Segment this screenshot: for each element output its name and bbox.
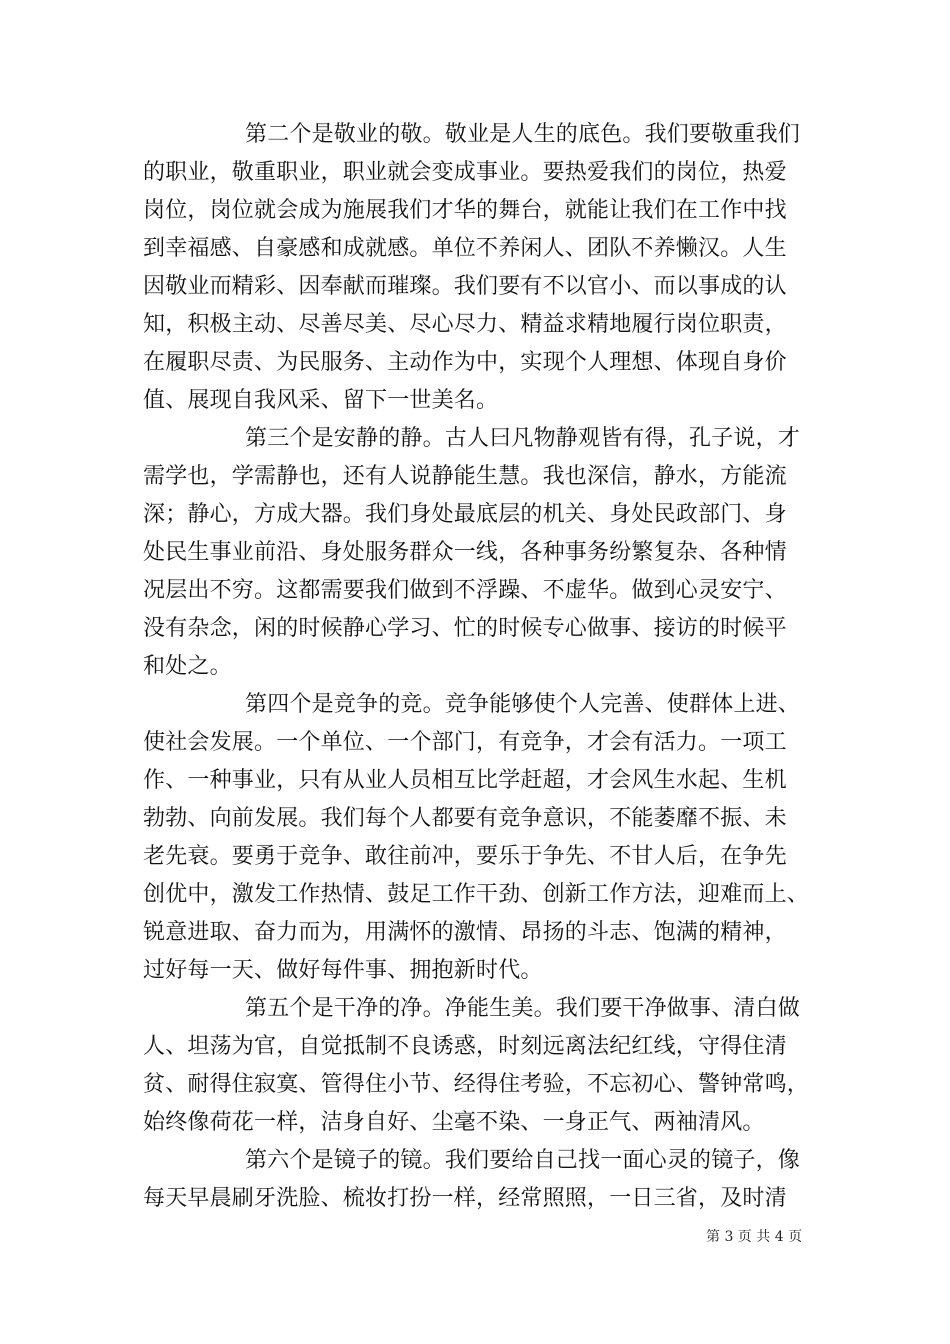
- paragraph-line: 创优中，激发工作热情、鼓足工作干劲、创新工作方法，迎难而上、: [143, 882, 810, 907]
- paragraph-line: 作、一种事业，只有从业人员相互比学赶超，才会风生水起、生机: [143, 768, 787, 793]
- paragraph-line: 岗位，岗位就会成为施展我们才华的舞台，就能让我们在工作中找: [143, 198, 787, 223]
- paragraph-line: 第五个是干净的净。净能生美。我们要干净做事、清白做: [245, 996, 801, 1021]
- paragraph-line: 第三个是安静的静。古人曰凡物静观皆有得，孔子说，才: [245, 426, 801, 451]
- paragraph-line: 值、展现自我风采、留下一世美名。: [143, 388, 499, 413]
- paragraph-line: 使社会发展。一个单位、一个部门，有竞争，才会有活力。一项工: [143, 730, 787, 755]
- paragraph-line: 处民生事业前沿、身处服务群众一线，各种事务纷繁复杂、各种情: [143, 540, 787, 565]
- paragraph-line: 因敬业而精彩、因奉献而璀璨。我们要有不以官小、而以事成的认: [143, 274, 787, 299]
- paragraph-line: 过好每一天、做好每件事、拥抱新时代。: [143, 958, 543, 983]
- page-number-footer: 第 3 页 共 4 页: [706, 1229, 803, 1245]
- paragraph-line: 到幸福感、自豪感和成就感。单位不养闲人、团队不养懒汉。人生: [143, 236, 787, 261]
- paragraph-line: 每天早晨刷牙洗脸、梳妆打扮一样，经常照照，一日三省，及时清: [143, 1186, 787, 1211]
- paragraph-line: 锐意进取、奋力而为，用满怀的激情、昂扬的斗志、饱满的精神，: [143, 920, 787, 945]
- paragraph-line: 况层出不穷。这都需要我们做到不浮躁、不虚华。做到心灵安宁、: [143, 578, 787, 603]
- paragraph-line: 人、坦荡为官，自觉抵制不良诱惑，时刻远离法纪红线，守得住清: [143, 1034, 787, 1059]
- paragraph-line: 贫、耐得住寂寞、管得住小节、经得住考验，不忘初心、警钟常鸣，: [143, 1072, 810, 1097]
- paragraph-line: 深；静心，方成大器。我们身处最底层的机关、身处民政部门、身: [143, 502, 787, 527]
- paragraph-line: 始终像荷花一样，洁身自好、尘毫不染、一身正气、两袖清风。: [143, 1110, 765, 1135]
- paragraph-line: 知，积极主动、尽善尽美、尽心尽力、精益求精地履行岗位职责，: [143, 312, 787, 337]
- paragraph-line: 第二个是敬业的敬。敬业是人生的底色。我们要敬重我们: [245, 122, 801, 147]
- paragraph-line: 没有杂念，闲的时候静心学习、忙的时候专心做事、接访的时候平: [143, 616, 787, 641]
- paragraph-line: 第四个是竞争的竞。竞争能够使个人完善、使群体上进、: [245, 692, 801, 717]
- paragraph-line: 和处之。: [143, 654, 232, 679]
- paragraph-line: 的职业，敬重职业，职业就会变成事业。要热爱我们的岗位，热爱: [143, 160, 787, 185]
- paragraph-line: 在履职尽责、为民服务、主动作为中，实现个人理想、体现自身价: [143, 350, 787, 375]
- paragraph-line: 老先衰。要勇于竞争、敢往前冲，要乐于争先、不甘人后，在争先: [143, 844, 787, 869]
- paragraph-line: 勃勃、向前发展。我们每个人都要有竞争意识，不能萎靡不振、未: [143, 806, 787, 831]
- paragraph-line: 需学也，学需静也，还有人说静能生慧。我也深信，静水，方能流: [143, 464, 787, 489]
- paragraph-line: 第六个是镜子的镜。我们要给自己找一面心灵的镜子，像: [245, 1148, 801, 1173]
